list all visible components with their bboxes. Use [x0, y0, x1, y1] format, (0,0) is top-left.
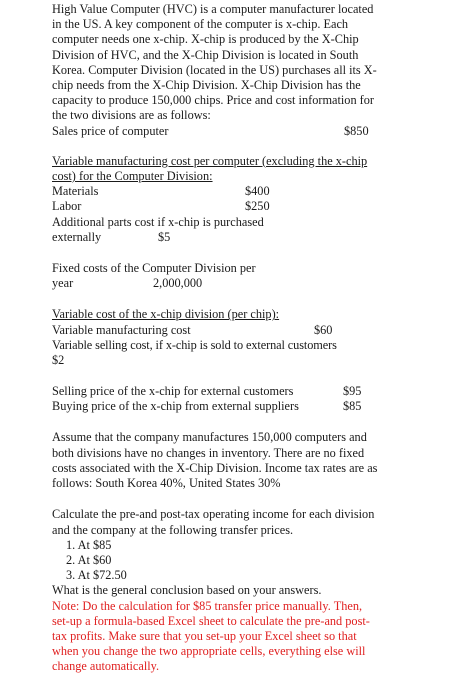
assumption-paragraph: Assume that the company manufactures 150,000 computers and both divisions have no changes in inventory. There are no fixed costs associated with the X-Chip Division. Income tax rates are as follows: South Korea 40%, United States 30%: [52, 430, 378, 491]
materials-label: Materials: [52, 184, 99, 199]
labor-value: $250: [245, 199, 270, 214]
var-selling-cost-row-2: [52, 353, 382, 368]
fixed-costs-label-2: year: [52, 276, 74, 291]
fixed-costs-label-1: Fixed costs of the Computer Division per: [52, 260, 256, 275]
additional-parts-row-1: [52, 215, 382, 230]
instruction-note: Note: Do the calculation for $85 transfer price manually. Then, set-up a formula-based Excel sheet to calculate the pre-and post-tax profits. Make sure that you set-up your Excel sheet so that when you change the two appropriate cells, everything else will change automatically.: [52, 598, 370, 674]
sales-price-label: Sales price of computer: [52, 123, 169, 138]
additional-parts-label-2: externally: [52, 229, 102, 244]
problem-text: [52, 2, 382, 675]
sales-price-row: [52, 124, 382, 139]
list-item: 2. At $60: [66, 552, 112, 567]
xchip-cost-heading: Variable cost of the x-chip division (per chip):: [52, 307, 280, 322]
additional-parts-row-2: [52, 230, 382, 245]
var-mfg-cost-value: $60: [314, 322, 333, 337]
fixed-costs-row-1: [52, 261, 382, 276]
labor-row: [52, 199, 382, 214]
buying-price-row: [52, 399, 382, 414]
transfer-price-list: [52, 538, 382, 584]
conclusion-question: What is the general conclusion based on your answers.: [52, 583, 322, 598]
list-item: 3. At $72.50: [66, 568, 127, 583]
calculate-paragraph: Calculate the pre-and post-tax operating income for each division and the company at the following transfer prices.: [52, 507, 375, 537]
selling-price-value: $95: [343, 384, 362, 399]
var-selling-cost-row-1: [52, 338, 382, 353]
var-selling-cost-label: Variable selling cost, if x-chip is sold to external customers: [52, 337, 337, 352]
buying-price-label: Buying price of the x-chip from external suppliers: [52, 399, 299, 414]
sales-price-value: $850: [344, 123, 369, 138]
additional-parts-label-1: Additional parts cost if x-chip is purchased: [52, 214, 264, 229]
buying-price-value: $85: [343, 399, 362, 414]
materials-row: [52, 184, 382, 199]
var-selling-cost-value: $2: [52, 352, 65, 367]
fixed-costs-value: 2,000,000: [153, 276, 203, 291]
list-item: 1. At $85: [66, 537, 112, 552]
labor-label: Labor: [52, 199, 82, 214]
selling-price-label: Selling price of the x-chip for external customers: [52, 384, 294, 399]
selling-price-row: [52, 384, 382, 399]
materials-value: $400: [245, 184, 270, 199]
additional-parts-value: $5: [158, 229, 171, 244]
variable-mfg-heading: Variable manufacturing cost per computer (excluding the x-chip cost) for the Computer Division:: [52, 153, 368, 184]
var-mfg-cost-row: [52, 323, 382, 338]
fixed-costs-row-2: [52, 276, 382, 291]
intro-paragraph: High Value Computer (HVC) is a computer manufacturer located in the US. A key component of the computer is x-chip. Each computer needs one x-chip. X-chip is produced by the X-Chip Division of HVC, and the X-Chip Division is located in South Korea. Computer Division (located in the US) purchases all its X-chip needs from the X-Chip Division. X-Chip Division has the capacity to produce 150,000 chips. Price and cost information for the two divisions are as follows:: [52, 2, 377, 123]
var-mfg-cost-label: Variable manufacturing cost: [52, 322, 191, 337]
